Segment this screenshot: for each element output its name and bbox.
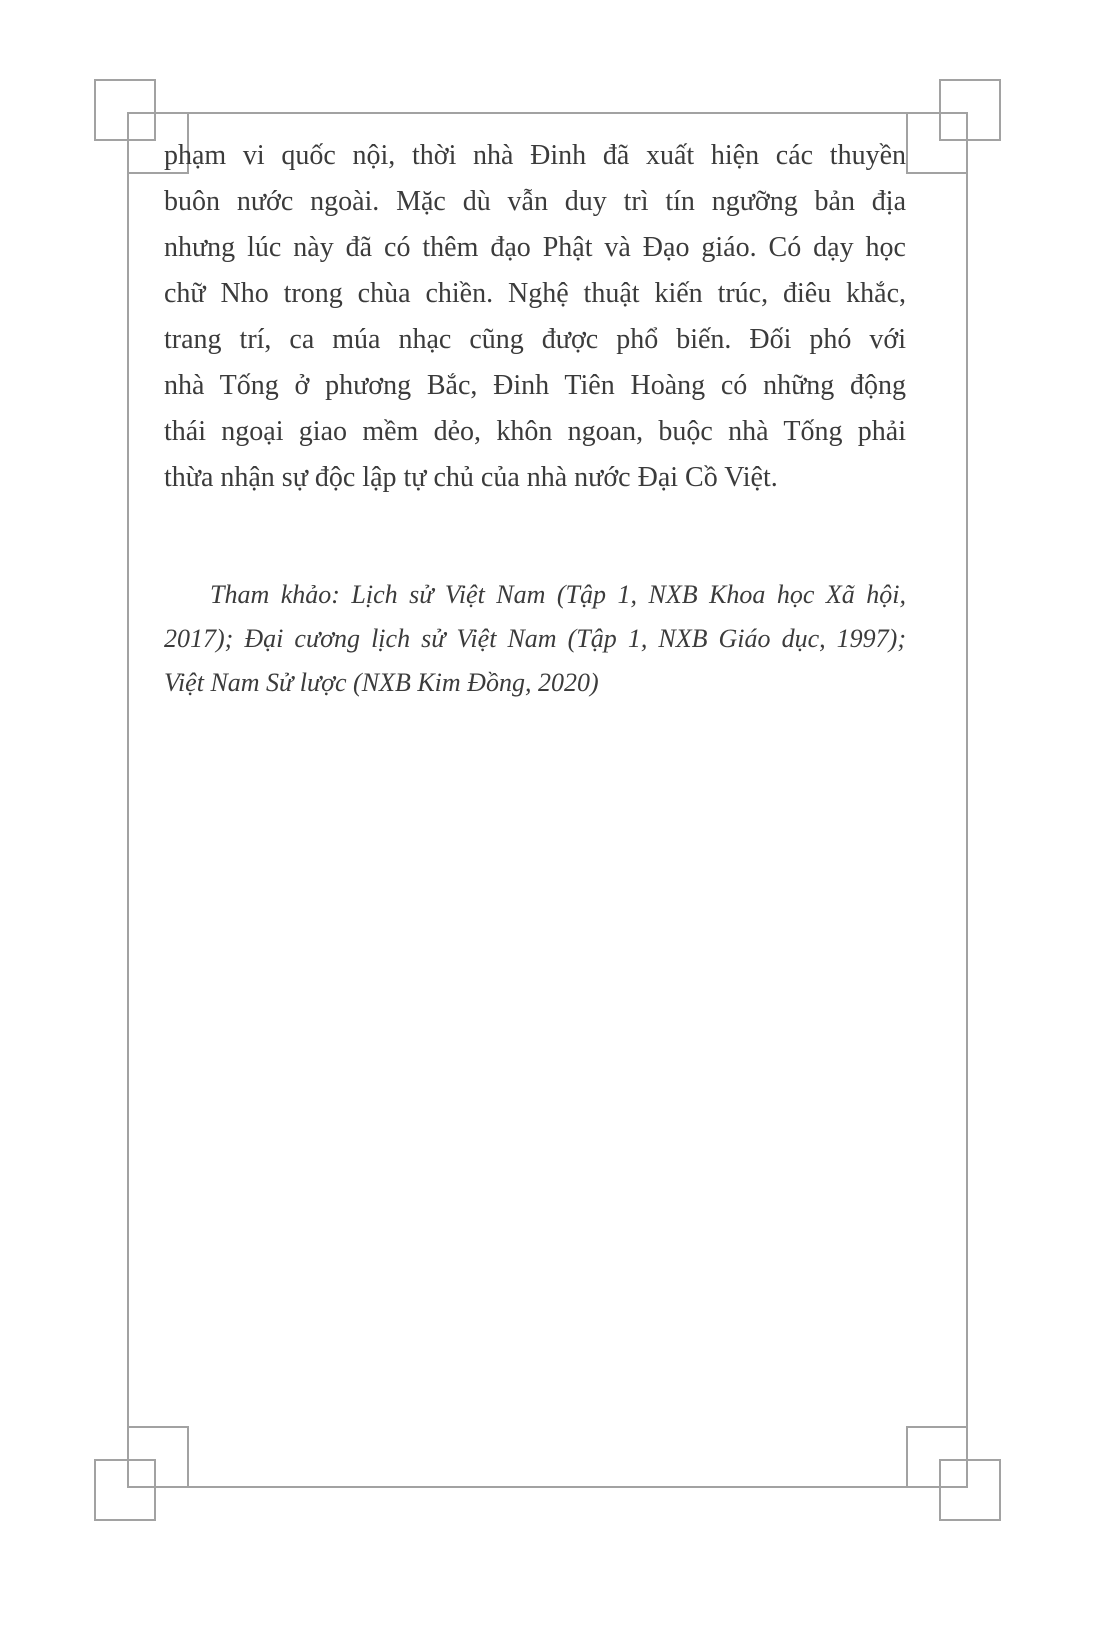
frame-corner-top-right-ornament (907, 80, 1000, 173)
body-text-line: nhưng lúc này đã có thêm đạo Phật và Đạo giáo. Có dạy học (164, 232, 906, 263)
body-text-line: phạm vi quốc nội, thời nhà Đinh đã xuất hiện các thuyền (164, 140, 906, 171)
reference-text-line: Tham khảo: Lịch sử Việt Nam (Tập 1, NXB Khoa học Xã hội, (210, 580, 906, 609)
frame-corner-bottom-right-ornament (907, 1427, 1000, 1520)
body-text-line: thái ngoại giao mềm dẻo, khôn ngoan, buộc nhà Tống phải (164, 416, 906, 447)
body-paragraph (164, 133, 906, 501)
reference-text-line: Việt Nam Sử lược (NXB Kim Đồng, 2020) (164, 668, 599, 697)
frame-corner-bottom-left-ornament (95, 1427, 188, 1520)
body-text-line: nhà Tống ở phương Bắc, Đinh Tiên Hoàng có những động (164, 370, 906, 401)
body-text-line: buôn nước ngoài. Mặc dù vẫn duy trì tín ngưỡng bản địa (164, 186, 906, 217)
reference-paragraph (164, 573, 906, 705)
body-text-line: chữ Nho trong chùa chiền. Nghệ thuật kiến trúc, điêu khắc, (164, 278, 906, 309)
body-text-line: thừa nhận sự độc lập tự chủ của nhà nước Đại Cồ Việt. (164, 462, 778, 493)
reference-text-line: 2017); Đại cương lịch sử Việt Nam (Tập 1, NXB Giáo dục, 1997); (164, 624, 906, 653)
page-content (164, 133, 906, 705)
body-text-line: trang trí, ca múa nhạc cũng được phổ biến. Đối phó với (164, 324, 906, 355)
